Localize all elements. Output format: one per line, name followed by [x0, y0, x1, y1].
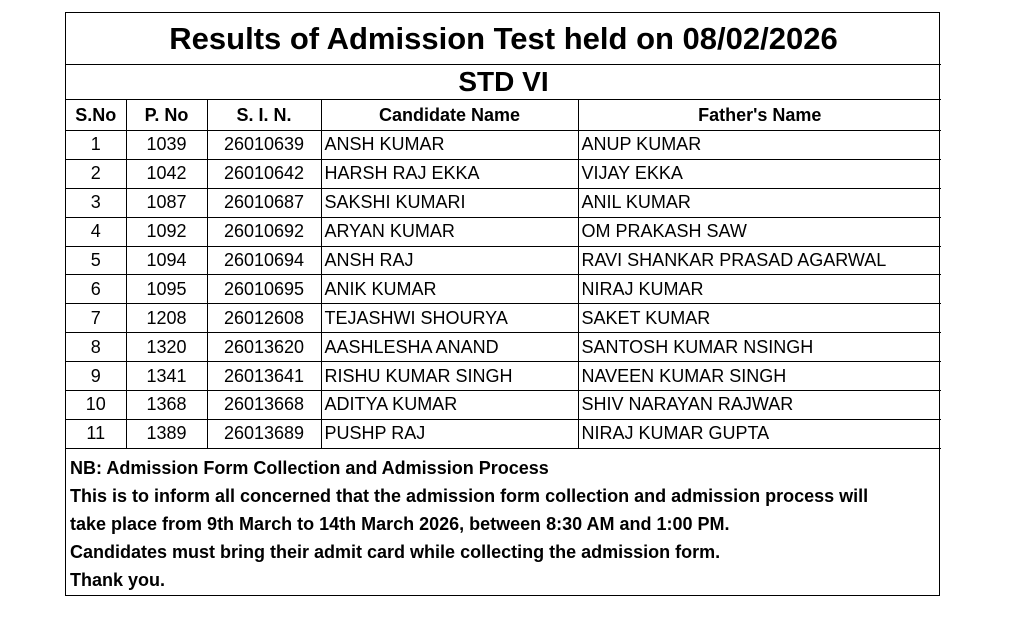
cell-candidate-name: AASHLESHA ANAND — [321, 333, 578, 362]
table-row — [66, 246, 941, 275]
cell-sno: 9 — [66, 362, 126, 391]
cell-sin: 26010694 — [207, 246, 321, 275]
cell-pno: 1094 — [126, 246, 207, 275]
cell-sno: 4 — [66, 217, 126, 246]
cell-sno: 6 — [66, 275, 126, 304]
cell-sin: 26010692 — [207, 217, 321, 246]
cell-candidate-name: SAKSHI KUMARI — [321, 188, 578, 217]
cell-fathers-name: OM PRAKASH SAW — [578, 217, 941, 246]
cell-candidate-name: ANSH RAJ — [321, 246, 578, 275]
cell-sno: 10 — [66, 391, 126, 420]
header-sin: S. I. N. — [207, 100, 321, 131]
cell-fathers-name: SANTOSH KUMAR NSINGH — [578, 333, 941, 362]
header-fathers-name: Father's Name — [578, 100, 941, 131]
cell-pno: 1092 — [126, 217, 207, 246]
table-row — [66, 188, 941, 217]
cell-sno: 8 — [66, 333, 126, 362]
results-sheet — [65, 12, 940, 596]
cell-sin: 26013620 — [207, 333, 321, 362]
cell-fathers-name: VIJAY EKKA — [578, 159, 941, 188]
cell-candidate-name: ANIK KUMAR — [321, 275, 578, 304]
header-candidate-name: Candidate Name — [321, 100, 578, 131]
cell-sno: 5 — [66, 246, 126, 275]
table-row — [66, 391, 941, 420]
cell-fathers-name: NIRAJ KUMAR GUPTA — [578, 419, 941, 448]
cell-pno: 1087 — [126, 188, 207, 217]
cell-pno: 1389 — [126, 419, 207, 448]
cell-sno: 2 — [66, 159, 126, 188]
cell-candidate-name: ARYAN KUMAR — [321, 217, 578, 246]
table-row — [66, 362, 941, 391]
cell-candidate-name: HARSH RAJ EKKA — [321, 159, 578, 188]
cell-fathers-name: NIRAJ KUMAR — [578, 275, 941, 304]
page-title: Results of Admission Test held on 08/02/2026 — [66, 13, 941, 65]
cell-sno: 7 — [66, 304, 126, 333]
table-row — [66, 159, 941, 188]
cell-pno: 1039 — [126, 131, 207, 160]
cell-candidate-name: RISHU KUMAR SINGH — [321, 362, 578, 391]
cell-sin: 26010639 — [207, 131, 321, 160]
table-row — [66, 131, 941, 160]
cell-fathers-name: SHIV NARAYAN RAJWAR — [578, 391, 941, 420]
cell-pno: 1368 — [126, 391, 207, 420]
note-line: Candidates must bring their admit card while collecting the admission form. — [70, 541, 721, 562]
cell-pno: 1095 — [126, 275, 207, 304]
table-row — [66, 304, 941, 333]
cell-sin: 26012608 — [207, 304, 321, 333]
table-row — [66, 217, 941, 246]
cell-fathers-name: SAKET KUMAR — [578, 304, 941, 333]
cell-sin: 26010642 — [207, 159, 321, 188]
cell-fathers-name: ANUP KUMAR — [578, 131, 941, 160]
note-line: take place from 9th March to 14th March 2026, between 8:30 AM and 1:00 PM. — [70, 513, 730, 534]
note-line: This is to inform all concerned that the admission form collection and admission process will — [70, 485, 869, 506]
class-label: STD VI — [66, 65, 941, 100]
cell-fathers-name: ANIL KUMAR — [578, 188, 941, 217]
cell-candidate-name: TEJASHWI SHOURYA — [321, 304, 578, 333]
table-row — [66, 333, 941, 362]
cell-candidate-name: ANSH KUMAR — [321, 131, 578, 160]
cell-pno: 1042 — [126, 159, 207, 188]
cell-sin: 26013668 — [207, 391, 321, 420]
cell-sno: 11 — [66, 419, 126, 448]
cell-sin: 26010695 — [207, 275, 321, 304]
cell-candidate-name: ADITYA KUMAR — [321, 391, 578, 420]
cell-sno: 1 — [66, 131, 126, 160]
table-row — [66, 275, 941, 304]
cell-pno: 1320 — [126, 333, 207, 362]
cell-sno: 3 — [66, 188, 126, 217]
cell-sin: 26010687 — [207, 188, 321, 217]
note-line: Thank you. — [70, 569, 166, 590]
header-sno: S.No — [66, 100, 126, 131]
cell-pno: 1341 — [126, 362, 207, 391]
note-heading: NB: Admission Form Collection and Admission Process — [70, 457, 549, 478]
table-row — [66, 419, 941, 448]
results-table — [66, 13, 941, 449]
cell-fathers-name: NAVEEN KUMAR SINGH — [578, 362, 941, 391]
table-header-row — [66, 100, 941, 131]
header-pno: P. No — [126, 100, 207, 131]
cell-pno: 1208 — [126, 304, 207, 333]
cell-sin: 26013641 — [207, 362, 321, 391]
cell-candidate-name: PUSHP RAJ — [321, 419, 578, 448]
cell-fathers-name: RAVI SHANKAR PRASAD AGARWAL — [578, 246, 941, 275]
cell-sin: 26013689 — [207, 419, 321, 448]
admission-note — [66, 449, 939, 594]
